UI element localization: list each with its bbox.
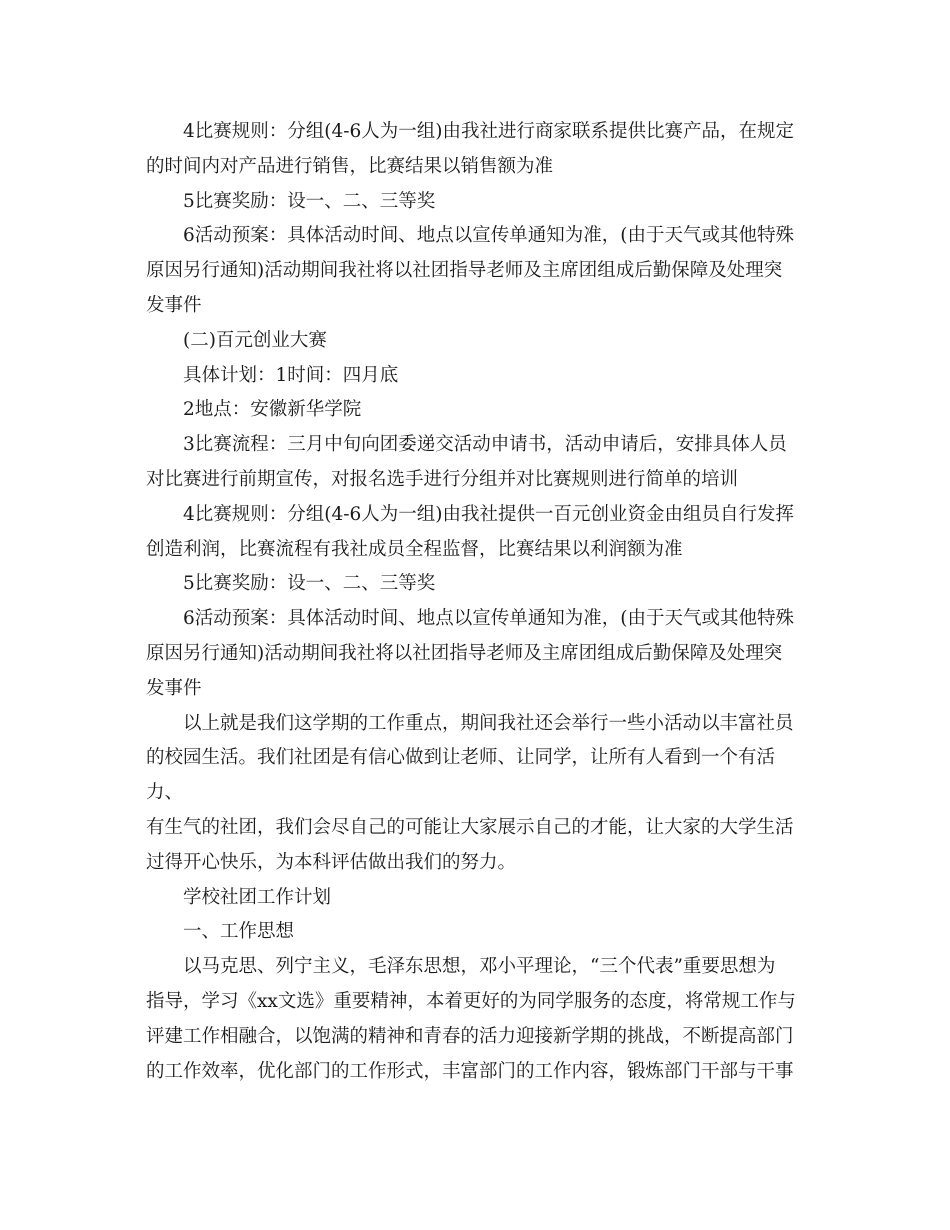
document-section-title	[146, 881, 810, 916]
text-line: 指导，学习《xx文选》重要精神，本着更好的为同学服务的态度，将常规工作与	[146, 990, 796, 1012]
text-line: 3比赛流程：三月中旬向团委递交活动申请书，活动申请后，安排具体人员	[183, 434, 787, 456]
text-line: 4比赛规则：分组(4-6人为一组)由我社进行商家联系提供比赛产品，在规定	[183, 121, 794, 142]
text-line: 对比赛进行前期宣传，对报名选手进行分组并对比赛规则进行简单的培训	[146, 468, 739, 490]
text-line: 的时间内对产品进行销售，比赛结果以销售额为准	[146, 155, 554, 177]
paragraph-process	[146, 428, 810, 498]
section-heading-contest	[146, 324, 810, 359]
text-line: 的工作效率，优化部门的工作形式，丰富部门的工作内容，锻炼部门干部与干事	[146, 1060, 794, 1082]
text-line: 具体计划：1时间：四月底	[183, 364, 399, 386]
text-line: 2地点：安徽新华学院	[183, 399, 362, 421]
text-line: (二)百元创业大赛	[183, 329, 327, 351]
text-line: 过得开心快乐，为本科评估做出我们的努力。	[146, 851, 517, 873]
text-line: 发事件	[146, 677, 202, 699]
text-line: 有生气的社团，我们会尽自己的可能让大家展示自己的才能，让大家的大学生活	[146, 816, 794, 838]
paragraph-rules-2	[146, 498, 810, 568]
text-line: 5比赛奖励：设一、二、三等奖	[183, 190, 436, 212]
paragraph-location	[146, 393, 810, 428]
paragraph-plan-1	[146, 219, 810, 323]
paragraph-schedule	[146, 359, 810, 394]
text-line: 以马克思、列宁主义，毛泽东思想，邓小平理论，“三个代表”重要思想为	[183, 956, 776, 978]
text-line: 4比赛规则：分组(4-6人为一组)由我社提供一百元创业资金由组员自行发挥	[183, 503, 794, 525]
paragraph-rules-1	[146, 115, 810, 185]
text-line: 的校园生活。我们社团是有信心做到让老师、让同学，让所有人看到一个有活力、	[146, 747, 776, 804]
text-line: 以上就是我们这学期的工作重点，期间我社还会举行一些小活动以丰富社员	[183, 712, 794, 734]
text-line: 6活动预案：具体活动时间、地点以宣传单通知为准，(由于天气或其他特殊	[183, 225, 794, 247]
text-line: 评建工作相融合，以饱满的精神和青春的活力迎接新学期的挑战，不断提高部门	[146, 1025, 794, 1047]
section-heading-ideology	[146, 915, 810, 950]
text-line: 学校社团工作计划	[183, 886, 332, 908]
document-body	[146, 115, 810, 1089]
paragraph-awards-2	[146, 567, 810, 602]
text-line: 创造利润，比赛流程有我社成员全程监督，比赛结果以利润额为准	[146, 538, 683, 560]
paragraph-plan-2	[146, 602, 810, 706]
paragraph-awards-1	[146, 185, 810, 220]
paragraph-summary	[146, 707, 810, 881]
paragraph-ideology	[146, 950, 810, 1089]
text-line: 5比赛奖励：设一、二、三等奖	[183, 573, 436, 595]
text-line: 一、工作思想	[183, 921, 295, 943]
text-line: 6活动预案：具体活动时间、地点以宣传单通知为准，(由于天气或其他特殊	[183, 608, 794, 630]
text-line: 原因另行通知)活动期间我社将以社团指导老师及主席团组成后勤保障及处理突	[146, 642, 783, 664]
text-line: 原因另行通知)活动期间我社将以社团指导老师及主席团组成后勤保障及处理突	[146, 260, 783, 282]
text-line: 发事件	[146, 294, 202, 316]
